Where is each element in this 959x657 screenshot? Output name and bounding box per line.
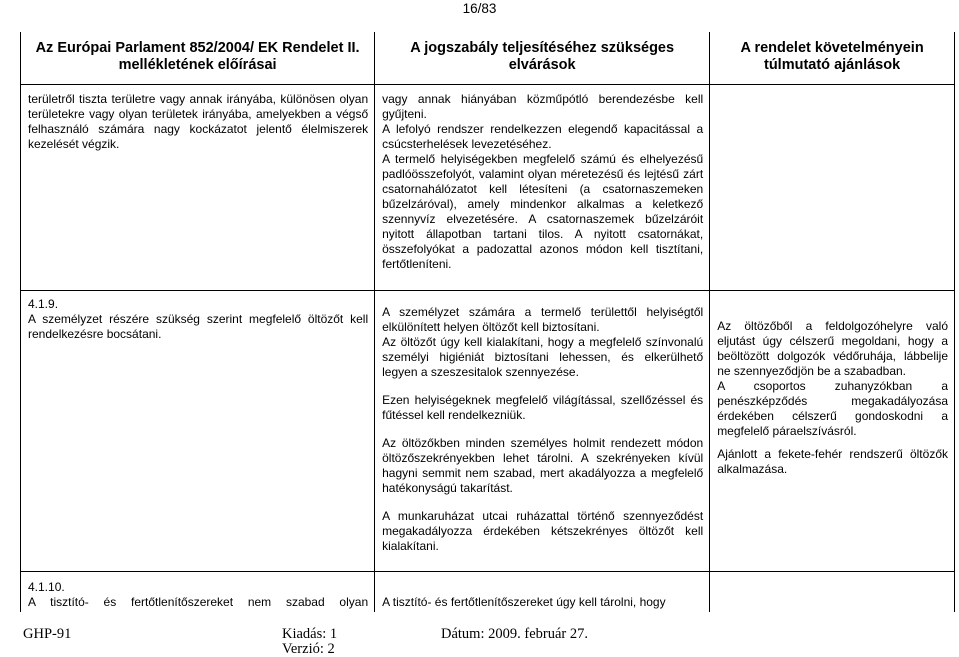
header-col-recommendations: A rendelet követelményein túlmutató ajánlások xyxy=(710,32,955,85)
footer-edition: Kiadás: 1 xyxy=(282,626,338,642)
table-cell xyxy=(710,291,955,572)
row2-col2-p1: A személyzet számára a termelő területtől helyiségtől elkülönített helyen öltözőt kell biztosítani. xyxy=(382,305,704,334)
row2-col1-text: A személyzet részére szükség szerint megfelelő öltözőt kell rendelkezésre bocsátani. xyxy=(28,312,369,341)
table-cell xyxy=(21,291,375,572)
requirements-table xyxy=(20,32,955,612)
table-cell xyxy=(21,572,375,612)
row3-col2-text: A tisztító- és fertőtlenítőszereket úgy kell tárolni, hogy xyxy=(382,595,666,609)
row3-section-number: 4.1.10. xyxy=(28,580,65,594)
row1-col1-text: területről tiszta területre vagy annak irányába, különösen olyan területekre vagy olyan területek irányába, amelyekben a végső felhasználó számára nagy kockázatot jelentő élelmiszerek kezelését végzik. xyxy=(28,92,369,151)
row2-col2-p2: Az öltözőt úgy kell kialakítani, hogy a megfelelő színvonalú személyi higiéniát biztosítani lehessen, és elkerülhető legyen a szeszesitalok szennyezése. xyxy=(382,335,704,379)
row2-col3-p1: Az öltözőből a feldolgozóhelyre való eljutást úgy célszerű megoldani, hogy a beöltözött dolgozók védőruhája, lábbelije ne szennyeződjön be a szabadban. xyxy=(717,319,948,378)
table-row xyxy=(21,572,955,612)
row1-col2-p3: A termelő helyiségekben megfelelő számú és elhelyezésű padlóösszefolyót, valamint olyan méretezésű és lejtésű zárt csatornahálózatot kell létesíteni (a csatornaszemeken bűzelzáróval), amely mindenkor alkalmas a keletkező szennyvíz elvezetésére. A csatornaszemek bűzelzáróit nyitott állapotban tartani tilos. A nyitott csatornákat, összefolyókat a padozattal azonos módon kell tisztítani, fertőtleníteni. xyxy=(382,152,704,271)
table-cell xyxy=(710,85,955,291)
table-cell xyxy=(375,85,710,291)
footer-doc-code: GHP-91 xyxy=(23,626,72,642)
footer-version: Verzió: 2 xyxy=(282,641,335,657)
row3-col1-text: A tisztító- és fertőtlenítőszereket nem szabad olyan xyxy=(28,595,369,609)
row2-col3-p3: Ajánlott a fekete-fehér rendszerű öltözők alkalmazása. xyxy=(717,447,948,476)
table-cell xyxy=(375,572,710,612)
header-col-expectations: A jogszabály teljesítéséhez szükséges elvárások xyxy=(375,32,710,85)
table-row xyxy=(21,85,955,291)
row2-col2-p5: A munkaruházat utcai ruházattal történő szennyeződést megakadályozza érdekében kétszekrényes öltözőt kell kialakítani. xyxy=(382,509,704,553)
row2-col2-p4: Az öltözőkben minden személyes holmit rendezett módon öltözőszekrényekben lehet tárolni. A szekrényeken kívül hagyni semmit nem szabad, mert akadályozza a megfelelő hatékonyságú takarítást. xyxy=(382,436,704,495)
table-header-row xyxy=(21,32,955,85)
footer-date: Dátum: 2009. február 27. xyxy=(441,626,588,642)
page-number: 16/83 xyxy=(462,1,497,16)
header-col-regulation: Az Európai Parlament 852/2004/ EK Rendelet II. mellékletének előírásai xyxy=(21,32,375,85)
row2-section-number: 4.1.9. xyxy=(28,297,59,311)
row2-col2-p3: Ezen helyiségeknek megfelelő világítással, szellőzéssel és fűtéssel kell rendelkezniük. xyxy=(382,393,704,422)
table-row xyxy=(21,291,955,572)
row2-col3-p2: A csoportos zuhanyzókban a penészképződés megakadályozása érdekében célszerű gondoskodni a megfelelő páraelszívásról. xyxy=(717,379,948,438)
row1-col2-p1: vagy annak hiányában közműpótló berendezésbe kell gyűjteni. xyxy=(382,92,704,121)
page-footer xyxy=(0,626,959,655)
table-cell xyxy=(710,572,955,612)
row1-col2-p2: A lefolyó rendszer rendelkezzen elegendő kapacitással a csúcsterhelések levezetéséhez. xyxy=(382,122,704,151)
table-cell xyxy=(21,85,375,291)
table-cell xyxy=(375,291,710,572)
